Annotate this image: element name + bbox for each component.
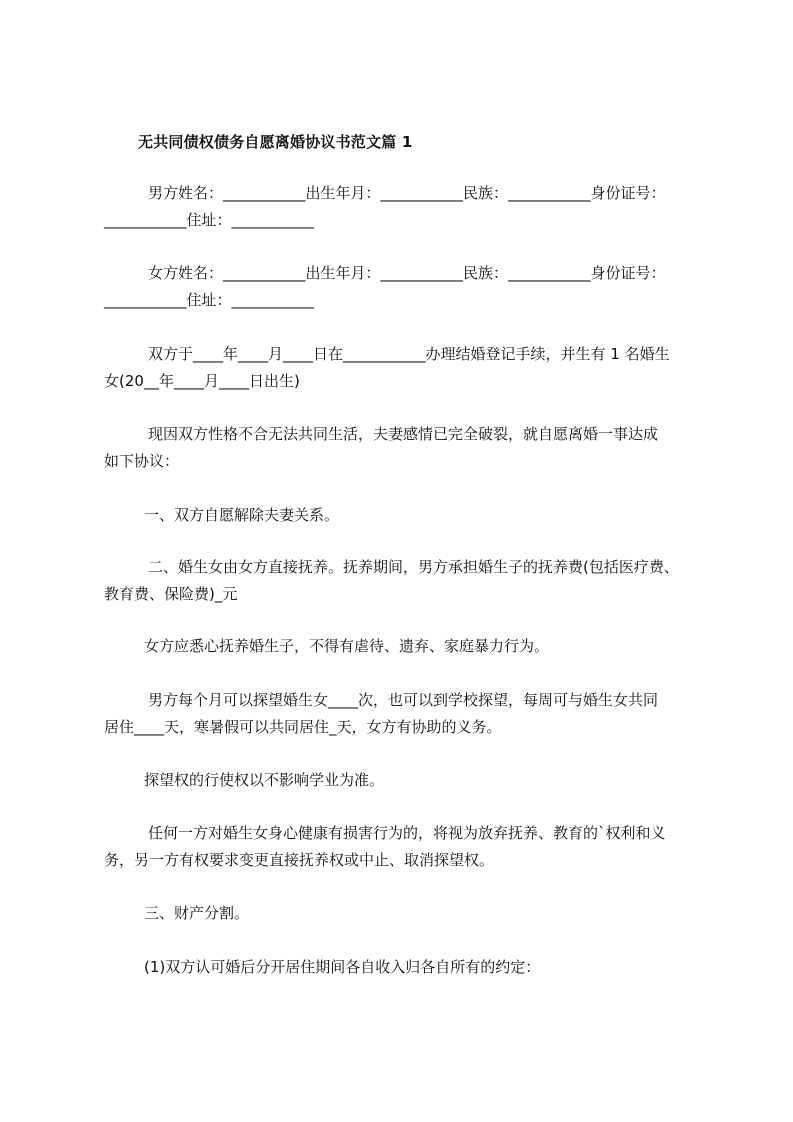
paragraph-line: 任何一方对婚生女身心健康有损害行为的，将视为放弃抚养、教育的`权利和义 xyxy=(148,824,666,842)
paragraph-wife-info xyxy=(104,260,704,314)
paragraph-line: 居住____天，寒暑假可以共同居住_天，女方有协助的义务。 xyxy=(104,718,502,736)
paragraph-line: 现因双方性格不合无法共同生活，夫妻感情已完全破裂，就自愿离婚一事达成 xyxy=(148,425,659,443)
paragraph-divorce-reason xyxy=(104,421,704,475)
paragraph-line: 女方应悉心抚养婚生子，不得有虐待、遗弃、家庭暴力行为。 xyxy=(144,637,550,655)
clause-three xyxy=(104,900,704,927)
paragraph-line: 男方姓名：___________出生年月：___________民族：___________身份证号： xyxy=(148,184,666,202)
paragraph-line: 务，另一方有权要求变更直接抚养权或中止、取消探望权。 xyxy=(104,851,495,869)
paragraph-line: ___________住址：___________ xyxy=(104,211,315,229)
paragraph-line: 二、婚生女由女方直接抚养。抚养期间，男方承担婚生子的抚养费(包括医疗费、 xyxy=(148,558,679,576)
paragraph-line: 双方于____年____月____日在___________办理结婚登记手续，并生有 1 名婚生 xyxy=(148,345,670,363)
paragraph-line: 如下协议： xyxy=(104,452,180,470)
paragraph-husband-info xyxy=(104,180,704,234)
paragraph-line: 女方姓名：___________出生年月：___________民族：___________身份证号： xyxy=(148,264,666,282)
paragraph-marriage-registration xyxy=(104,341,704,395)
paragraph-line: 男方每个月可以探望婚生女____次，也可以到学校探望，每周可与婚生女共同 xyxy=(148,691,659,709)
paragraph-line: 探望权的行使权以不影响学业为准。 xyxy=(144,771,385,789)
document-title: 无共同债权债务自愿离婚协议书范文篇 1 xyxy=(138,133,413,151)
paragraph-line: 三、财产分割。 xyxy=(144,904,250,922)
paragraph-line: (1)双方认可婚后分开居住期间各自收入归各自所有的约定： xyxy=(144,958,541,976)
paragraph-line: ___________住址：___________ xyxy=(104,291,315,309)
clause-one xyxy=(104,502,704,529)
clause-two xyxy=(104,554,704,608)
paragraph-visitation xyxy=(104,687,704,741)
clause-three-item-one xyxy=(104,954,704,981)
paragraph-care-duty xyxy=(104,633,704,660)
paragraph-line: 一、双方自愿解除夫妻关系。 xyxy=(144,506,340,524)
paragraph-harm-clause xyxy=(104,820,704,874)
paragraph-line: 教育费、保险费)_元 xyxy=(104,585,238,603)
paragraph-visitation-rights xyxy=(104,767,704,794)
paragraph-line: 女(20__年____月____日出生) xyxy=(104,372,300,390)
